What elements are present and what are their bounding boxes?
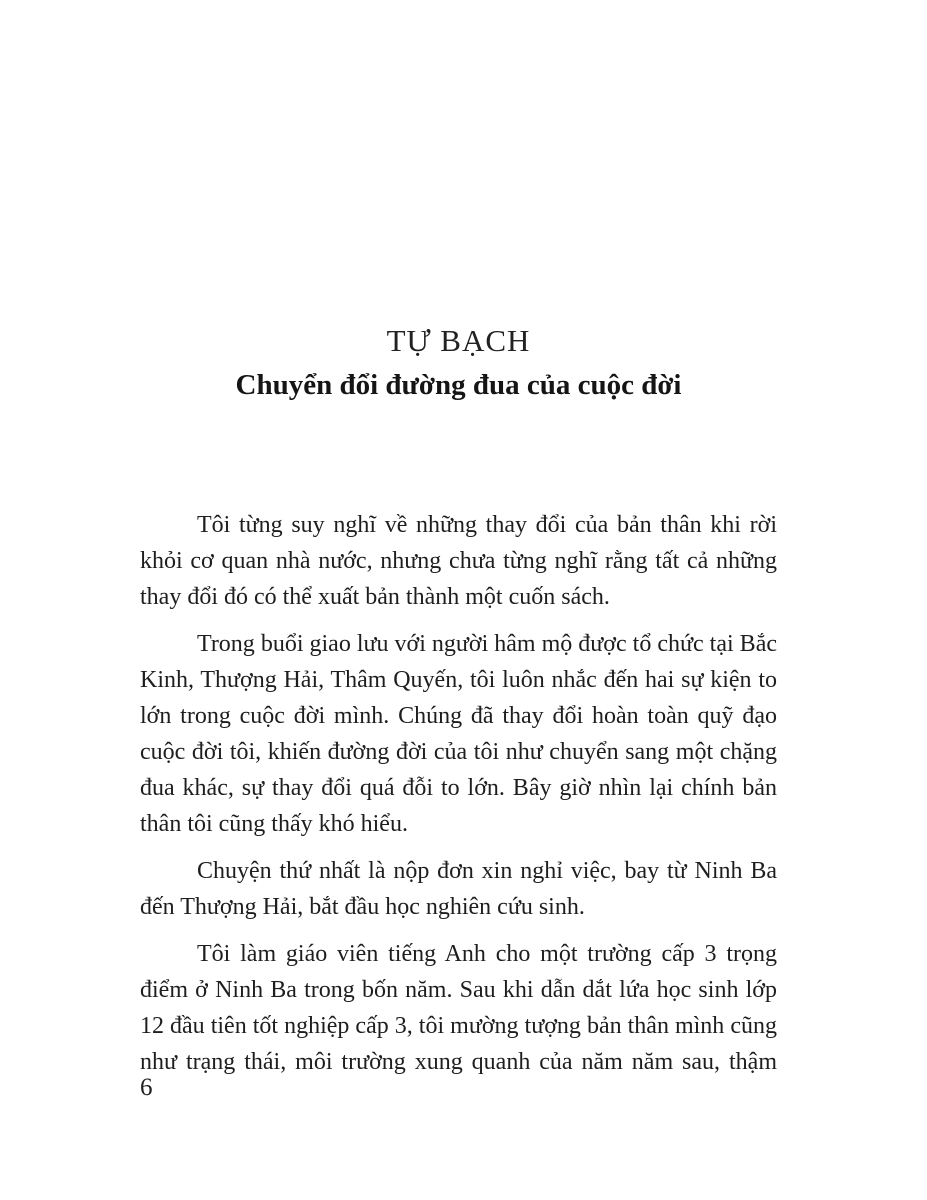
text-line: thay đổi đó có thể xuất bản thành một cuốn sách. <box>140 584 610 610</box>
paragraph <box>140 853 777 925</box>
text-line: Tôi làm giáo viên tiếng Anh cho một trường cấp 3 trọng <box>197 941 777 967</box>
text-line: khỏi cơ quan nhà nước, nhưng chưa từng nghĩ rằng tất cả những <box>140 548 777 574</box>
text-line: như trạng thái, môi trường xung quanh của năm năm sau, thậm <box>140 1049 777 1075</box>
text-line: Chuyện thứ nhất là nộp đơn xin nghỉ việc, bay từ Ninh Ba <box>197 858 777 884</box>
chapter-subtitle: Chuyển đổi đường đua của cuộc đời <box>235 369 682 401</box>
text-line: cuộc đời tôi, khiến đường đời của tôi như chuyển sang một chặng <box>140 739 777 765</box>
text-line: đua khác, sự thay đổi quá đỗi to lớn. Bây giờ nhìn lại chính bản <box>140 775 777 801</box>
text-line: thân tôi cũng thấy khó hiểu. <box>140 811 408 837</box>
chapter-title: TỰ BẠCH <box>386 323 531 358</box>
body-text <box>140 507 777 1080</box>
text-line: điểm ở Ninh Ba trong bốn năm. Sau khi dẫn dắt lứa học sinh lớp <box>140 977 777 1003</box>
page-number: 6 <box>140 1074 153 1101</box>
paragraph <box>140 936 777 1080</box>
chapter-heading <box>140 322 777 403</box>
text-line: Kinh, Thượng Hải, Thâm Quyến, tôi luôn nhắc đến hai sự kiện to <box>140 667 777 693</box>
text-line: Tôi từng suy nghĩ về những thay đổi của bản thân khi rời <box>197 512 777 538</box>
text-line: 12 đầu tiên tốt nghiệp cấp 3, tôi mường tượng bản thân mình cũng <box>140 1013 777 1039</box>
text-line: Trong buổi giao lưu với người hâm mộ được tổ chức tại Bắc <box>197 631 777 657</box>
paragraph <box>140 507 777 615</box>
text-line: đến Thượng Hải, bắt đầu học nghiên cứu sinh. <box>140 894 585 920</box>
text-line: lớn trong cuộc đời mình. Chúng đã thay đổi hoàn toàn quỹ đạo <box>140 703 777 729</box>
paragraph <box>140 626 777 842</box>
